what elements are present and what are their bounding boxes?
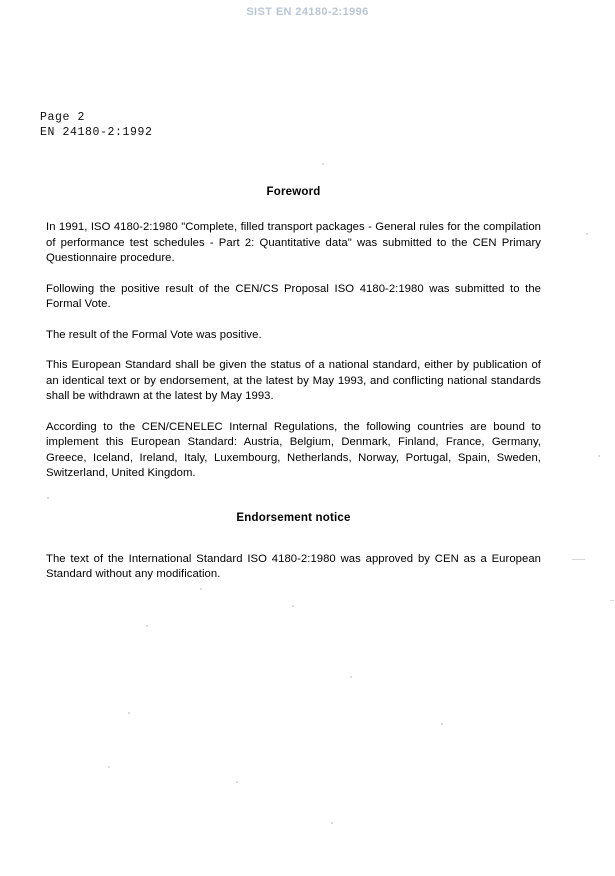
scan-artifact-line: [572, 559, 585, 560]
scan-artifact-speck: [322, 163, 324, 165]
scan-artifact-speck: [598, 455, 600, 457]
scan-artifact-speck: [292, 605, 294, 607]
scan-artifact-speck: [350, 676, 352, 678]
scan-artifact-speck: [200, 588, 202, 590]
scan-artifact-speck: [331, 822, 333, 824]
scan-artifact-speck: [128, 712, 130, 714]
scan-artifact-speck: [146, 625, 148, 627]
page-header: [40, 110, 153, 140]
scan-artifact-speck: [236, 781, 238, 783]
scan-artifact-speck: [441, 723, 443, 725]
foreword-paragraph-3: The result of the Formal Vote was positive.: [46, 328, 262, 341]
foreword-paragraph-5: According to the CEN/CENELEC Internal Regulations, the following countries are bound to implement this European Standard: Austria, Belgium, Denmark, Finland, France, Germany, Greece, Iceland, Ireland, Italy, Luxembourg, Netherlands, Norway, Portugal, Spain, Sweden, Switzerland, United Kingdom.: [46, 420, 541, 479]
watermark-text: SIST EN 24180-2:1996: [246, 6, 369, 18]
scan-artifact-speck: [108, 766, 110, 768]
endorsement-paragraph-1: The text of the International Standard ISO 4180-2:1980 was approved by CEN as a European Standard without any modification.: [46, 552, 541, 580]
scan-artifact-speck: [47, 497, 49, 499]
foreword-paragraph-2: Following the positive result of the CEN/CS Proposal ISO 4180-2:1980 was submitted to the Formal Vote.: [46, 282, 541, 310]
document-body: [46, 186, 541, 583]
foreword-heading: Foreword: [266, 186, 321, 198]
scan-artifact-speck: [586, 233, 588, 235]
standard-reference-label: EN 24180-2:1992: [40, 126, 153, 139]
scan-artifact-line: [610, 600, 614, 601]
page-number-label: Page 2: [40, 111, 86, 124]
endorsement-notice-heading: Endorsement notice: [236, 511, 351, 524]
foreword-paragraph-4: This European Standard shall be given the status of a national standard, either by publication of an identical text or by endorsement, at the latest by May 1993, and conflicting national standards shall be withdrawn at the latest by May 1993.: [46, 359, 541, 402]
foreword-paragraph-1: In 1991, ISO 4180-2:1980 "Complete, filled transport packages - General rules for the compilation of performance test schedules - Part 2: Quantitative data" was submitted to the CEN Primary Questionnaire procedure.: [46, 221, 541, 264]
